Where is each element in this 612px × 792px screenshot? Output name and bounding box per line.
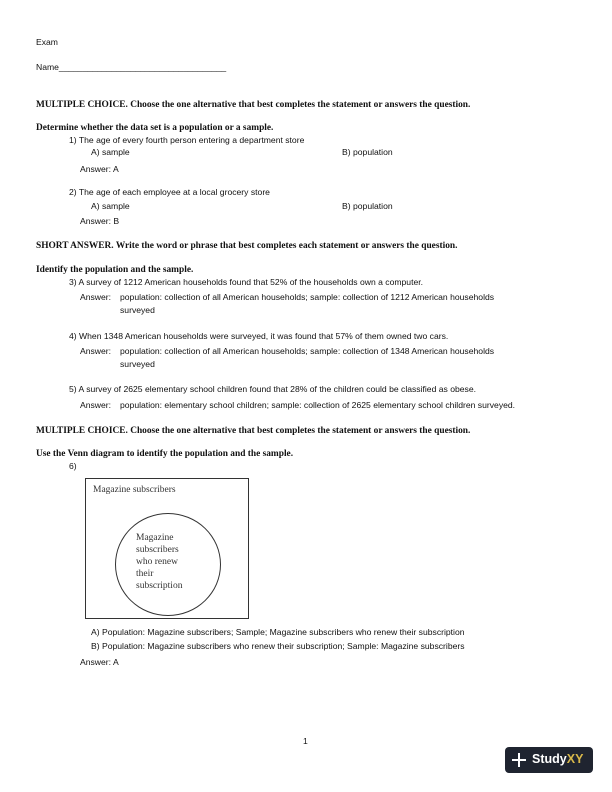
venn-outer-label: Magazine subscribers: [93, 485, 176, 495]
q1-answer: Answer: A: [80, 164, 119, 174]
venn-inner-line: subscribers: [136, 545, 179, 555]
q1-option-b: B) population: [342, 147, 393, 157]
q4-answer-line2: surveyed: [120, 359, 155, 369]
logo-text-main: Study: [532, 752, 567, 766]
logo-text-accent: XY: [566, 752, 584, 766]
q2-text: 2) The age of each employee at a local grocery store: [69, 187, 270, 197]
venn-inner-line: their: [136, 569, 154, 579]
venn-inner-line: who renew: [136, 557, 178, 567]
mc2-instruction: Use the Venn diagram to identify the population and the sample.: [36, 449, 294, 459]
venn-inner-line: Magazine: [136, 533, 174, 543]
q4-text: 4) When 1348 American households were surveyed, it was found that 57% of them owned two cars.: [69, 331, 449, 341]
sa-heading: SHORT ANSWER. Write the word or phrase that best completes each statement or answers the question.: [36, 241, 458, 251]
plus-icon: [512, 753, 526, 767]
venn-inner-circle: [115, 513, 221, 616]
venn-inner-label: [136, 532, 216, 592]
q2-option-a: A) sample: [91, 201, 130, 211]
q4-answer-line1: population: collection of all American households; sample: collection of 1348 American households: [120, 346, 495, 356]
mc2-heading: MULTIPLE CHOICE. Choose the one alternative that best completes the statement or answers the question.: [36, 426, 471, 436]
mc1-heading: MULTIPLE CHOICE. Choose the one alternative that best completes the statement or answers the question.: [36, 100, 471, 110]
q3-answer-label: Answer:: [80, 292, 112, 302]
q3-answer-line1: population: collection of all American households; sample: collection of 1212 American households: [120, 292, 495, 302]
q5-answer-line1: population: elementary school children; sample: collection of 2625 elementary school children surveyed.: [120, 400, 516, 410]
q2-answer: Answer: B: [80, 216, 120, 226]
q6-answer: Answer: A: [80, 657, 119, 667]
q3-text: 3) A survey of 1212 American households found that 52% of the households own a computer.: [69, 277, 424, 287]
q4-answer-label: Answer:: [80, 346, 112, 356]
studyxy-logo: [505, 747, 593, 773]
q2-option-b: B) population: [342, 201, 393, 211]
page-number: 1: [303, 736, 308, 746]
q5-text: 5) A survey of 2625 elementary school children found that 28% of the children could be classified as obese.: [69, 384, 477, 394]
venn-diagram: [85, 478, 249, 619]
exam-title: Exam: [36, 37, 58, 47]
q6-option-a: A) Population: Magazine subscribers; Sample; Magazine subscribers who renew their subscription: [91, 627, 465, 637]
q6-number: 6): [69, 461, 77, 471]
sa-instruction: Identify the population and the sample.: [36, 265, 194, 275]
q1-option-a: A) sample: [91, 147, 130, 157]
q3-answer-line2: surveyed: [120, 305, 155, 315]
venn-inner-line: subscription: [136, 581, 183, 591]
logo-text: [532, 752, 583, 766]
q1-text: 1) The age of every fourth person entering a department store: [69, 135, 305, 145]
q5-answer-label: Answer:: [80, 400, 112, 410]
q6-option-b: B) Population: Magazine subscribers who renew their subscription; Sample: Magazine subscribers: [91, 641, 465, 651]
name-line: Name___________________________________: [36, 62, 227, 72]
mc1-instruction: Determine whether the data set is a population or a sample.: [36, 123, 274, 133]
